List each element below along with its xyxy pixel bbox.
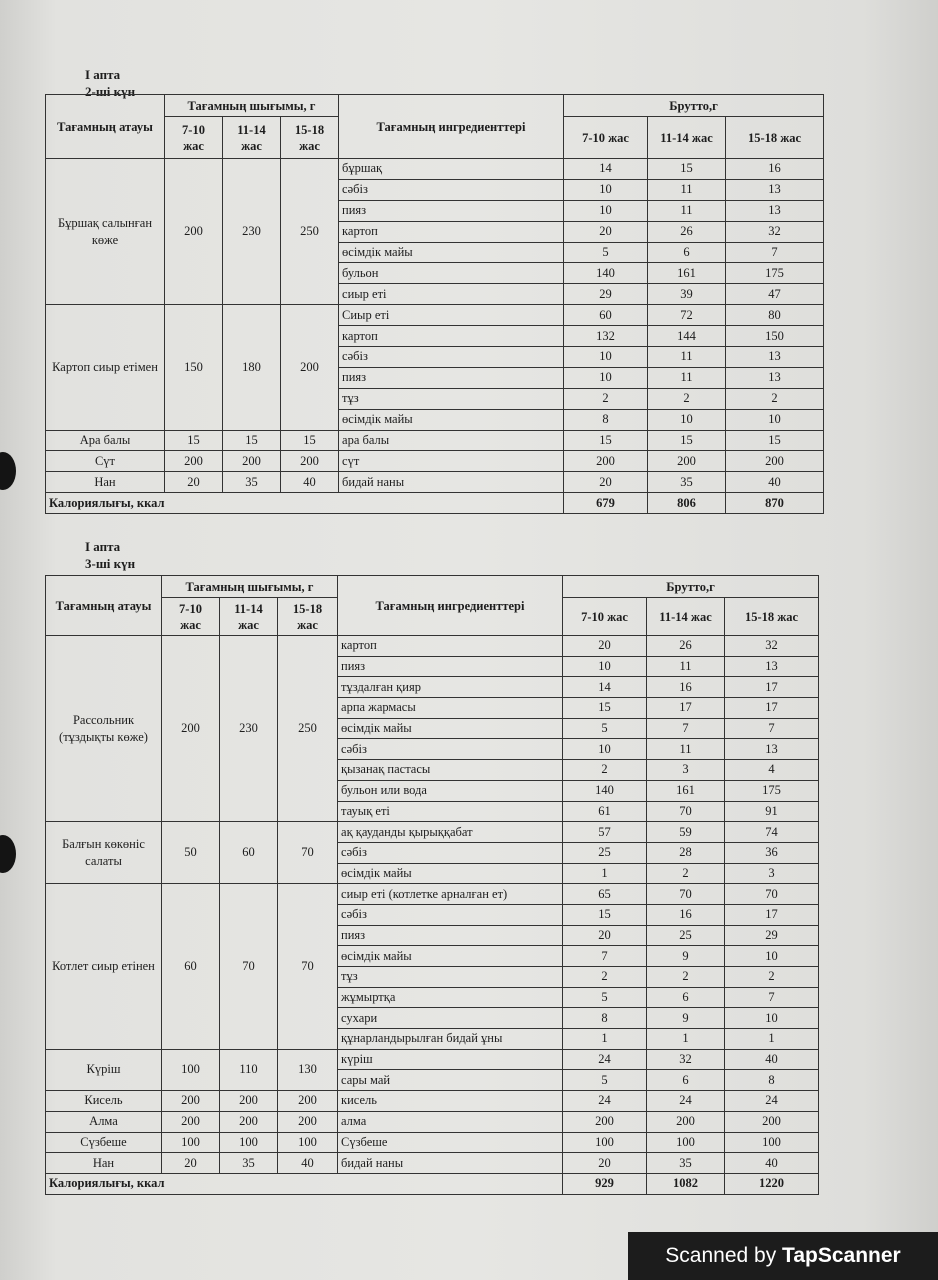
brutto-value: 200 — [564, 451, 648, 472]
dish-name-header: Тағамның атауы — [46, 576, 162, 636]
brutto-value: 15 — [564, 430, 648, 451]
brutto-value: 9 — [647, 946, 725, 967]
brutto-value: 25 — [563, 842, 647, 863]
brutto-value: 2 — [563, 760, 647, 781]
ingredient-name: бидай наны — [338, 1153, 563, 1174]
dish-output-value: 15 — [165, 430, 223, 451]
brutto-value: 36 — [725, 842, 819, 863]
brutto-value: 200 — [726, 451, 824, 472]
dish-output-value: 200 — [281, 451, 339, 472]
brutto-value: 40 — [725, 1153, 819, 1174]
brutto-value: 13 — [726, 367, 824, 388]
brutto-value: 8 — [564, 409, 648, 430]
day3-heading — [85, 538, 135, 572]
ingredient-row — [46, 1091, 819, 1112]
dish-name: Котлет сиыр етінен — [46, 884, 162, 1050]
output-age-15-18-header-unit: жас — [297, 617, 318, 632]
brutto-value: 20 — [563, 636, 647, 657]
brutto-value: 161 — [647, 780, 725, 801]
brutto-value: 13 — [725, 656, 819, 677]
dish-output-value: 230 — [223, 159, 281, 305]
dish-name: Кисель — [46, 1091, 162, 1112]
brutto-value: 10 — [648, 409, 726, 430]
brutto-header: Брутто,г — [564, 95, 824, 117]
brutto-value: 6 — [647, 1070, 725, 1091]
brutto-value: 60 — [564, 305, 648, 326]
brutto-value: 6 — [648, 242, 726, 263]
brutto-value: 32 — [726, 221, 824, 242]
dish-output-value: 70 — [278, 822, 338, 884]
output-age-15-18-header-range: 15-18 — [294, 122, 325, 137]
brutto-value: 1 — [725, 1029, 819, 1050]
ingredient-row — [46, 1049, 819, 1070]
ingredient-row — [46, 822, 819, 843]
ingredient-row — [46, 1132, 819, 1153]
brutto-value: 150 — [726, 326, 824, 347]
dish-output-value: 180 — [223, 305, 281, 430]
dish-output-value: 110 — [220, 1049, 278, 1090]
brutto-value: 65 — [563, 884, 647, 905]
ingredient-name: пияз — [338, 656, 563, 677]
ingredient-row — [46, 636, 819, 657]
brutto-value: 10 — [564, 179, 648, 200]
brutto-value: 17 — [647, 698, 725, 719]
output-age-11-14-header-range: 11-14 — [234, 601, 263, 616]
brutto-header: Брутто,г — [563, 576, 819, 598]
dish-output-value: 200 — [278, 1111, 338, 1132]
ingredient-row — [46, 884, 819, 905]
ingredient-name: сәбіз — [339, 179, 564, 200]
dish-output-value: 60 — [220, 822, 278, 884]
brutto-value: 70 — [647, 884, 725, 905]
brutto-value: 29 — [725, 925, 819, 946]
ingredient-name: өсімдік майы — [338, 946, 563, 967]
brutto-age-11-14-header: 11-14 жас — [647, 598, 725, 636]
dish-name: Картоп сиыр етімен — [46, 305, 165, 430]
brutto-value: 13 — [726, 179, 824, 200]
brutto-value: 200 — [647, 1111, 725, 1132]
brutto-value: 2 — [648, 388, 726, 409]
brutto-value: 80 — [726, 305, 824, 326]
brutto-value: 17 — [725, 677, 819, 698]
output-header: Тағамның шығымы, г — [162, 576, 338, 598]
dish-output-value: 200 — [165, 451, 223, 472]
brutto-value: 161 — [648, 263, 726, 284]
brutto-value: 5 — [563, 987, 647, 1008]
brutto-value: 5 — [564, 242, 648, 263]
output-age-15-18-header — [278, 598, 338, 636]
brutto-value: 17 — [725, 698, 819, 719]
dish-output-value: 70 — [278, 884, 338, 1050]
ingredient-name: сиыр еті (котлетке арналған ет) — [338, 884, 563, 905]
brutto-value: 16 — [647, 677, 725, 698]
ingredient-row — [46, 451, 824, 472]
ingredient-name: қызанақ пастасы — [338, 760, 563, 781]
ingredient-name: картоп — [338, 636, 563, 657]
ingredient-name: өсімдік майы — [338, 718, 563, 739]
brutto-value: 132 — [564, 326, 648, 347]
ingredient-row — [46, 1153, 819, 1174]
ingredient-name: сәбіз — [339, 347, 564, 368]
brutto-value: 20 — [564, 221, 648, 242]
dish-output-value: 200 — [278, 1091, 338, 1112]
ingredient-name: пияз — [339, 367, 564, 388]
brutto-value: 57 — [563, 822, 647, 843]
output-age-15-18-header — [281, 117, 339, 159]
calorie-total-value: 1220 — [725, 1173, 819, 1194]
ingredient-row — [46, 159, 824, 180]
brutto-value: 24 — [563, 1049, 647, 1070]
ingredient-name: картоп — [339, 326, 564, 347]
calorie-total-value: 1082 — [647, 1173, 725, 1194]
dish-name: Сүзбеше — [46, 1132, 162, 1153]
brutto-value: 3 — [647, 760, 725, 781]
dish-output-value: 40 — [281, 472, 339, 493]
output-age-7-10-header — [162, 598, 220, 636]
dish-name: Рассольник (тұздықты көже) — [46, 636, 162, 822]
brutto-value: 7 — [647, 718, 725, 739]
dish-output-value: 40 — [278, 1153, 338, 1174]
dish-output-value: 200 — [162, 1111, 220, 1132]
brutto-value: 26 — [647, 636, 725, 657]
brutto-value: 11 — [648, 179, 726, 200]
brutto-value: 20 — [563, 925, 647, 946]
brutto-value: 175 — [725, 780, 819, 801]
ingredient-name: өсімдік майы — [339, 242, 564, 263]
brutto-value: 20 — [563, 1153, 647, 1174]
scanner-watermark — [628, 1232, 938, 1280]
dish-output-value: 150 — [165, 305, 223, 430]
ingredient-name: күріш — [338, 1049, 563, 1070]
brutto-value: 24 — [563, 1091, 647, 1112]
brutto-value: 47 — [726, 284, 824, 305]
day3-week-label: I апта — [85, 539, 121, 554]
ingredient-row — [46, 430, 824, 451]
brutto-value: 35 — [647, 1153, 725, 1174]
ingredient-name: ақ қауданды қырыққабат — [338, 822, 563, 843]
dish-output-value: 15 — [281, 430, 339, 451]
ingredient-name: тұз — [339, 388, 564, 409]
brutto-value: 10 — [564, 347, 648, 368]
brutto-value: 40 — [725, 1049, 819, 1070]
brutto-value: 10 — [725, 1008, 819, 1029]
calorie-total-row — [46, 493, 824, 514]
day2-menu-table — [45, 94, 824, 514]
header-row — [46, 576, 819, 598]
ingredient-name: пияз — [339, 200, 564, 221]
header-row — [46, 95, 824, 117]
brutto-value: 15 — [563, 904, 647, 925]
brutto-value: 7 — [726, 242, 824, 263]
brutto-value: 7 — [725, 718, 819, 739]
brutto-value: 5 — [563, 718, 647, 739]
ingredient-name: сиыр еті — [339, 284, 564, 305]
ingredient-name: алма — [338, 1111, 563, 1132]
ingredient-name: сәбіз — [338, 739, 563, 760]
ingredient-name: тауық еті — [338, 801, 563, 822]
brutto-value: 35 — [648, 472, 726, 493]
output-age-7-10-header-range: 7-10 — [179, 601, 202, 616]
brutto-value: 8 — [563, 1008, 647, 1029]
ingredient-name: бульон — [339, 263, 564, 284]
dish-output-value: 200 — [281, 305, 339, 430]
brutto-value: 14 — [563, 677, 647, 698]
dish-output-value: 50 — [162, 822, 220, 884]
brutto-value: 40 — [726, 472, 824, 493]
output-age-7-10-header-unit: жас — [180, 617, 201, 632]
brutto-value: 14 — [564, 159, 648, 180]
brutto-value: 28 — [647, 842, 725, 863]
ingredient-name: тұздалған қияр — [338, 677, 563, 698]
brutto-value: 15 — [648, 159, 726, 180]
punch-hole — [0, 452, 16, 490]
calorie-total-value: 929 — [563, 1173, 647, 1194]
brutto-value: 2 — [563, 967, 647, 988]
watermark-prefix: Scanned by — [665, 1244, 783, 1267]
brutto-value: 200 — [648, 451, 726, 472]
brutto-value: 26 — [648, 221, 726, 242]
brutto-value: 1 — [563, 863, 647, 884]
ingredient-name: құнарландырылған бидай ұны — [338, 1029, 563, 1050]
brutto-value: 2 — [647, 863, 725, 884]
brutto-value: 10 — [726, 409, 824, 430]
ingredient-row — [46, 472, 824, 493]
brutto-value: 24 — [647, 1091, 725, 1112]
brutto-value: 11 — [648, 200, 726, 221]
brutto-value: 4 — [725, 760, 819, 781]
brutto-value: 59 — [647, 822, 725, 843]
day3-menu-table — [45, 575, 819, 1195]
dish-output-value: 35 — [220, 1153, 278, 1174]
brutto-value: 13 — [725, 739, 819, 760]
ingredient-name: ара балы — [339, 430, 564, 451]
calorie-total-label: Калориялығы, ккал — [46, 493, 564, 514]
ingredient-name: Сүзбеше — [338, 1132, 563, 1153]
day2-week-label: I апта — [85, 67, 121, 82]
brutto-value: 72 — [648, 305, 726, 326]
brutto-value: 3 — [725, 863, 819, 884]
ingredient-name: арпа жармасы — [338, 698, 563, 719]
brutto-age-15-18-header: 15-18 жас — [726, 117, 824, 159]
output-age-11-14-header-range: 11-14 — [237, 122, 266, 137]
dish-output-value: 250 — [278, 636, 338, 822]
brutto-value: 16 — [647, 904, 725, 925]
dish-name: Нан — [46, 1153, 162, 1174]
output-header: Тағамның шығымы, г — [165, 95, 339, 117]
dish-output-value: 200 — [220, 1111, 278, 1132]
ingredient-name: бульон или вода — [338, 780, 563, 801]
brutto-value: 2 — [647, 967, 725, 988]
brutto-value: 24 — [725, 1091, 819, 1112]
brutto-value: 74 — [725, 822, 819, 843]
dish-output-value: 70 — [220, 884, 278, 1050]
brutto-value: 70 — [725, 884, 819, 905]
brutto-value: 175 — [726, 263, 824, 284]
dish-output-value: 20 — [162, 1153, 220, 1174]
brutto-value: 100 — [725, 1132, 819, 1153]
dish-name: Нан — [46, 472, 165, 493]
brutto-value: 91 — [725, 801, 819, 822]
brutto-value: 32 — [725, 636, 819, 657]
dish-name: Балғын көкөніс салаты — [46, 822, 162, 884]
output-age-15-18-header-range: 15-18 — [292, 601, 323, 616]
ingredient-name: Сиыр еті — [339, 305, 564, 326]
brutto-value: 13 — [726, 347, 824, 368]
ingredient-name: сухари — [338, 1008, 563, 1029]
brutto-value: 16 — [726, 159, 824, 180]
brutto-value: 29 — [564, 284, 648, 305]
output-age-7-10-header — [165, 117, 223, 159]
brutto-value: 11 — [648, 367, 726, 388]
brutto-value: 20 — [564, 472, 648, 493]
brutto-value: 15 — [726, 430, 824, 451]
output-age-11-14-header-unit: жас — [241, 138, 262, 153]
dish-output-value: 100 — [220, 1132, 278, 1153]
ingredient-row — [46, 1111, 819, 1132]
brutto-value: 200 — [725, 1111, 819, 1132]
brutto-value: 15 — [648, 430, 726, 451]
dish-output-value: 200 — [223, 451, 281, 472]
output-age-7-10-header-unit: жас — [183, 138, 204, 153]
ingredient-name: тұз — [338, 967, 563, 988]
brutto-age-7-10-header: 7-10 жас — [563, 598, 647, 636]
output-age-11-14-header-unit: жас — [238, 617, 259, 632]
ingredient-name: кисель — [338, 1091, 563, 1112]
punch-hole — [0, 835, 16, 873]
brutto-age-11-14-header: 11-14 жас — [648, 117, 726, 159]
brutto-value: 11 — [648, 347, 726, 368]
ingredient-name: жұмыртқа — [338, 987, 563, 1008]
ingredient-name: бұршақ — [339, 159, 564, 180]
dish-output-value: 15 — [223, 430, 281, 451]
brutto-value: 25 — [647, 925, 725, 946]
day3-day-label: 3-ші күн — [85, 556, 136, 571]
calorie-total-row — [46, 1173, 819, 1194]
watermark-brand: TapScanner — [782, 1244, 901, 1267]
brutto-value: 5 — [563, 1070, 647, 1091]
dish-output-value: 230 — [220, 636, 278, 822]
output-age-11-14-header — [223, 117, 281, 159]
dish-name: Күріш — [46, 1049, 162, 1090]
brutto-value: 9 — [647, 1008, 725, 1029]
brutto-value: 140 — [563, 780, 647, 801]
brutto-value: 10 — [725, 946, 819, 967]
ingredient-name: өсімдік майы — [338, 863, 563, 884]
ingredient-name: сары май — [338, 1070, 563, 1091]
dish-output-value: 130 — [278, 1049, 338, 1090]
brutto-value: 2 — [725, 967, 819, 988]
brutto-value: 39 — [648, 284, 726, 305]
dish-name: Бұршақ салынған көже — [46, 159, 165, 305]
output-age-11-14-header — [220, 598, 278, 636]
brutto-age-7-10-header: 7-10 жас — [564, 117, 648, 159]
brutto-value: 10 — [563, 739, 647, 760]
brutto-value: 140 — [564, 263, 648, 284]
brutto-value: 11 — [647, 656, 725, 677]
brutto-value: 100 — [563, 1132, 647, 1153]
ingredient-name: сәбіз — [338, 904, 563, 925]
brutto-value: 10 — [563, 656, 647, 677]
dish-output-value: 100 — [162, 1049, 220, 1090]
dish-output-value: 200 — [220, 1091, 278, 1112]
brutto-value: 11 — [647, 739, 725, 760]
brutto-value: 100 — [647, 1132, 725, 1153]
brutto-value: 1 — [647, 1029, 725, 1050]
brutto-value: 144 — [648, 326, 726, 347]
brutto-value: 61 — [563, 801, 647, 822]
brutto-value: 7 — [563, 946, 647, 967]
dish-name: Ара балы — [46, 430, 165, 451]
ingredient-name: өсімдік майы — [339, 409, 564, 430]
dish-output-value: 250 — [281, 159, 339, 305]
dish-output-value: 100 — [162, 1132, 220, 1153]
brutto-value: 17 — [725, 904, 819, 925]
ingredients-header: Тағамның ингредиенттері — [338, 576, 563, 636]
dish-output-value: 100 — [278, 1132, 338, 1153]
calorie-total-label: Калориялығы, ккал — [46, 1173, 563, 1194]
brutto-value: 6 — [647, 987, 725, 1008]
ingredient-name: сәбіз — [338, 842, 563, 863]
day2-day-label: 2-ші күн — [85, 84, 136, 99]
dish-output-value: 35 — [223, 472, 281, 493]
ingredient-name: сүт — [339, 451, 564, 472]
brutto-value: 15 — [563, 698, 647, 719]
output-age-7-10-header-range: 7-10 — [182, 122, 205, 137]
dish-output-value: 200 — [162, 1091, 220, 1112]
brutto-value: 7 — [725, 987, 819, 1008]
dish-name: Алма — [46, 1111, 162, 1132]
dish-output-value: 20 — [165, 472, 223, 493]
brutto-value: 200 — [563, 1111, 647, 1132]
brutto-value: 32 — [647, 1049, 725, 1070]
brutto-value: 1 — [563, 1029, 647, 1050]
dish-output-value: 200 — [165, 159, 223, 305]
ingredient-name: бидай наны — [339, 472, 564, 493]
dish-name: Сүт — [46, 451, 165, 472]
calorie-total-value: 806 — [648, 493, 726, 514]
brutto-value: 2 — [726, 388, 824, 409]
ingredient-name: картоп — [339, 221, 564, 242]
brutto-age-15-18-header: 15-18 жас — [725, 598, 819, 636]
ingredients-header: Тағамның ингредиенттері — [339, 95, 564, 159]
calorie-total-value: 870 — [726, 493, 824, 514]
brutto-value: 8 — [725, 1070, 819, 1091]
brutto-value: 70 — [647, 801, 725, 822]
ingredient-row — [46, 305, 824, 326]
dish-output-value: 200 — [162, 636, 220, 822]
output-age-15-18-header-unit: жас — [299, 138, 320, 153]
brutto-value: 2 — [564, 388, 648, 409]
dish-name-header: Тағамның атауы — [46, 95, 165, 159]
brutto-value: 10 — [564, 367, 648, 388]
calorie-total-value: 679 — [564, 493, 648, 514]
ingredient-name: пияз — [338, 925, 563, 946]
dish-output-value: 60 — [162, 884, 220, 1050]
brutto-value: 13 — [726, 200, 824, 221]
brutto-value: 10 — [564, 200, 648, 221]
